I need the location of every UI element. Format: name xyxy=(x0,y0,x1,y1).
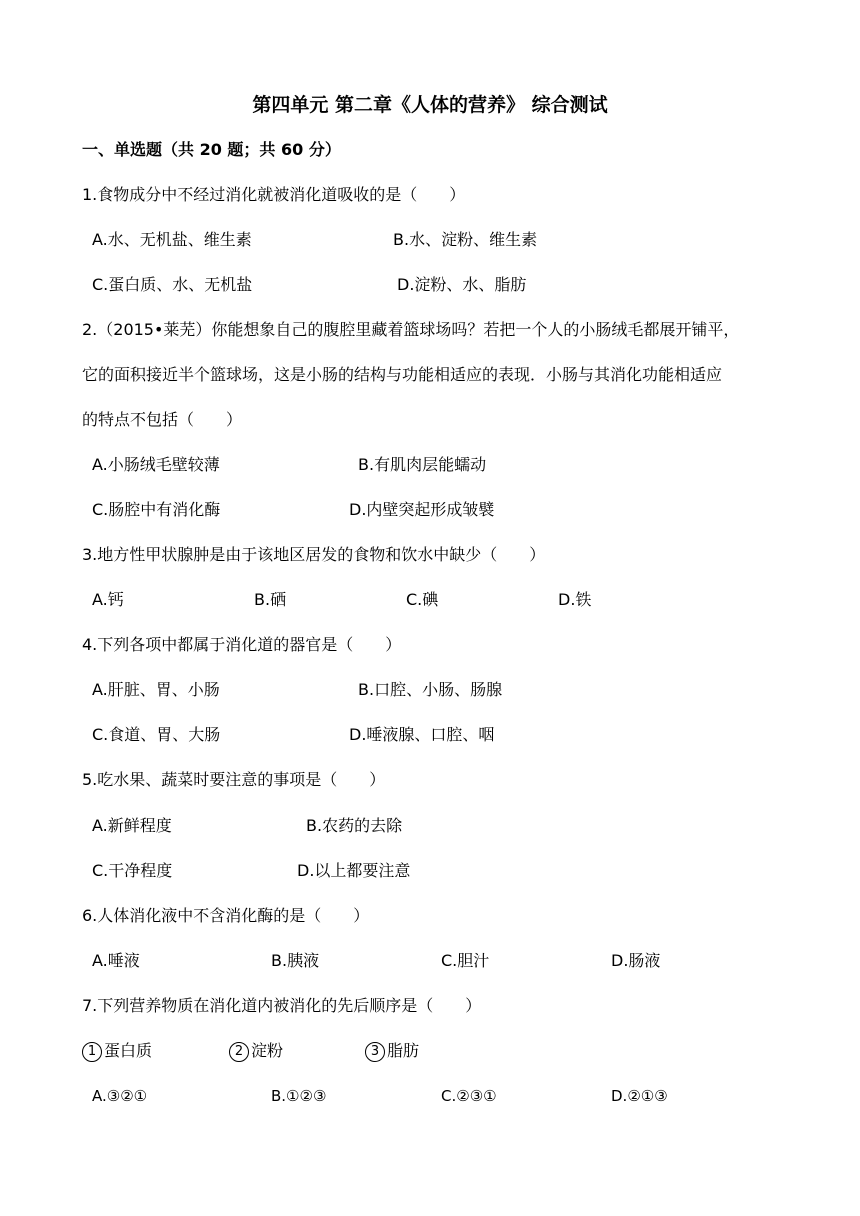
q2-option-d: D.内壁突起形成皱襞 xyxy=(349,500,495,519)
q2-option-b: B.有肌肉层能蠕动 xyxy=(358,455,487,474)
question-2-stem-line-1: 2.（2015•莱芜）你能想象自己的腹腔里藏着篮球场吗？若把一个人的小肠绒毛都展开铺平， xyxy=(82,320,740,339)
q5-option-d: D.以上都要注意 xyxy=(297,861,411,880)
page-title: 第四单元 第二章《人体的营养》 综合测试 xyxy=(252,94,608,116)
q7-item-protein xyxy=(82,1039,152,1063)
item-label: 脂肪 xyxy=(387,1041,420,1060)
q6-option-a: A.唾液 xyxy=(92,951,140,970)
q5-option-b: B.农药的去除 xyxy=(306,816,403,835)
question-6-stem: 6.人体消化液中不含消化酶的是（ ） xyxy=(82,906,370,925)
q7-item-starch xyxy=(229,1039,283,1063)
q2-option-c: C.肠腔中有消化酶 xyxy=(92,500,221,519)
q7-option-c: C.②③① xyxy=(441,1087,497,1105)
question-2-stem-line-3: 的特点不包括（ ） xyxy=(82,410,243,429)
question-4-stem: 4.下列各项中都属于消化道的器官是（ ） xyxy=(82,635,402,654)
item-label: 蛋白质 xyxy=(104,1041,153,1060)
q7-option-a: A.③②① xyxy=(92,1087,148,1105)
q4-option-c: C.食道、胃、大肠 xyxy=(92,725,221,744)
q1-option-c: C.蛋白质、水、无机盐 xyxy=(92,275,253,294)
q1-option-b: B.水、淀粉、维生素 xyxy=(393,230,538,249)
circled-number: 3 xyxy=(365,1042,385,1062)
q5-option-c: C.干净程度 xyxy=(92,861,173,880)
question-3-stem: 3.地方性甲状腺肿是由于该地区居发的食物和饮水中缺少（ ） xyxy=(82,545,546,564)
q7-option-d: D.②①③ xyxy=(611,1087,668,1105)
q1-option-d: D.淀粉、水、脂肪 xyxy=(397,275,527,294)
question-7-stem: 7.下列营养物质在消化道内被消化的先后顺序是（ ） xyxy=(82,996,482,1015)
q5-option-a: A.新鲜程度 xyxy=(92,816,172,835)
q6-option-d: D.肠液 xyxy=(611,951,661,970)
question-5-stem: 5.吃水果、蔬菜时要注意的事项是（ ） xyxy=(82,770,386,789)
q7-item-fat xyxy=(365,1039,419,1063)
q6-option-c: C.胆汁 xyxy=(441,951,490,970)
q4-option-a: A.肝脏、胃、小肠 xyxy=(92,680,220,699)
q4-option-b: B.口腔、小肠、肠腺 xyxy=(358,680,503,699)
q2-option-a: A.小肠绒毛壁较薄 xyxy=(92,455,220,474)
q7-option-b: B.①②③ xyxy=(271,1087,327,1105)
q3-option-d: D.铁 xyxy=(558,590,592,609)
q4-option-d: D.唾液腺、口腔、咽 xyxy=(349,725,495,744)
q6-option-b: B.胰液 xyxy=(271,951,320,970)
question-2-stem-line-2: 它的面积接近半个篮球场，这是小肠的结构与功能相适应的表现．小肠与其消化功能相适应 xyxy=(82,365,723,384)
circled-number: 1 xyxy=(82,1042,102,1062)
q3-option-c: C.碘 xyxy=(406,590,439,609)
q3-option-a: A.钙 xyxy=(92,590,124,609)
question-1-stem: 1.食物成分中不经过消化就被消化道吸收的是（ ） xyxy=(82,185,466,204)
circled-number: 2 xyxy=(229,1042,249,1062)
item-label: 淀粉 xyxy=(251,1041,284,1060)
section-heading: 一、单选题（共 20 题；共 60 分） xyxy=(82,140,341,159)
q1-option-a: A.水、无机盐、维生素 xyxy=(92,230,252,249)
q3-option-b: B.硒 xyxy=(254,590,287,609)
